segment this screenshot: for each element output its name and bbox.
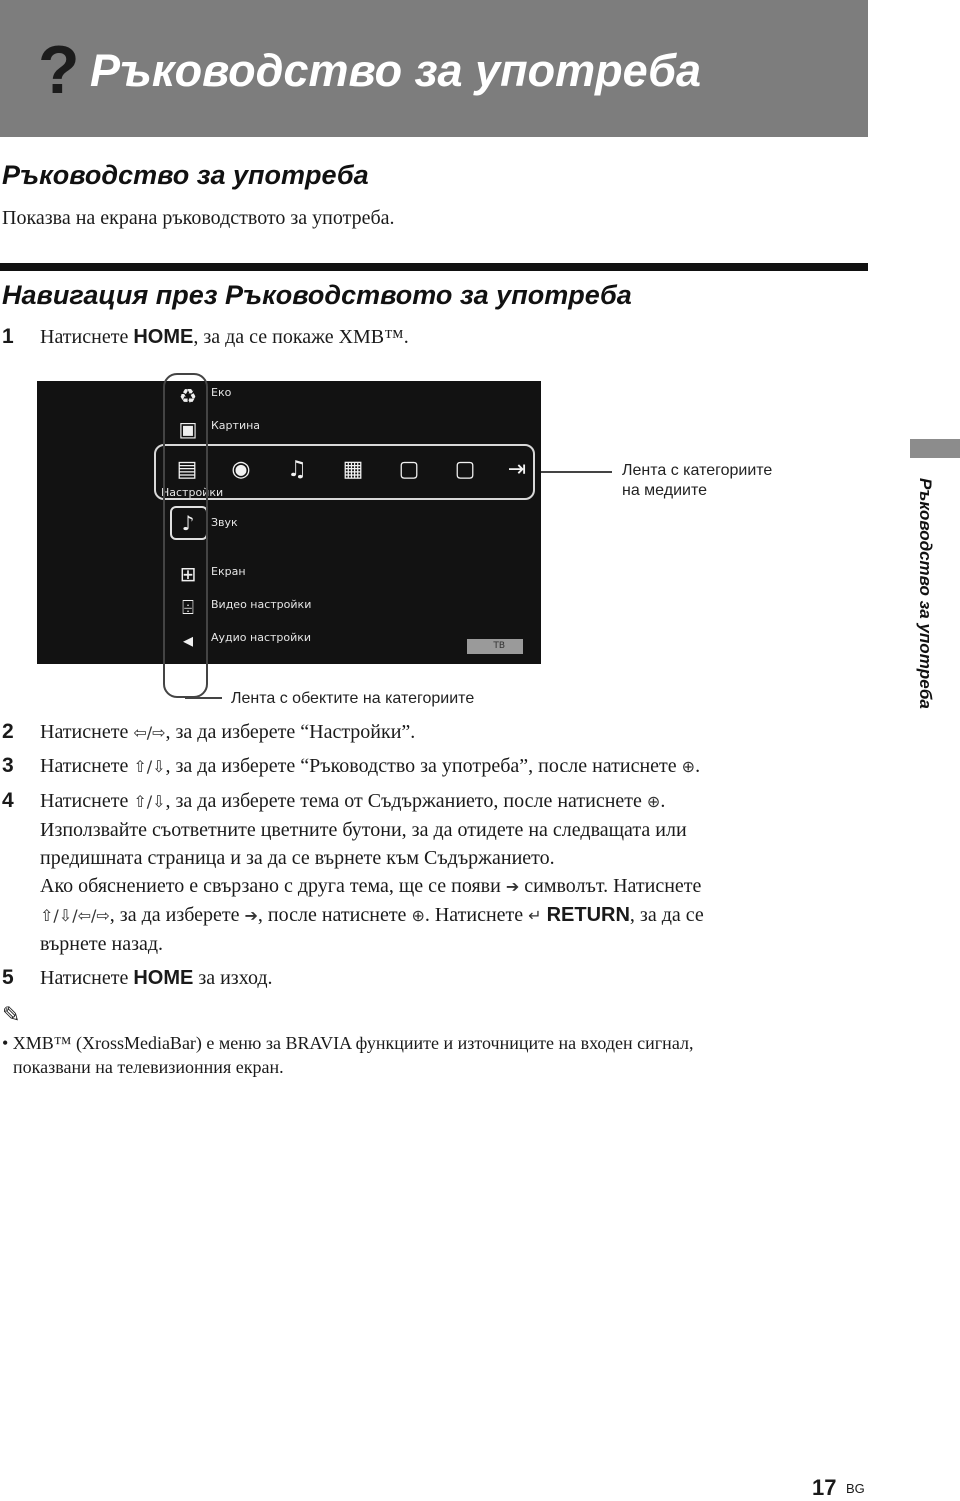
left-right-arrows-icon: ⇦/⇨ [133, 723, 166, 742]
side-tab-label: Ръководство за употреба [916, 478, 935, 709]
xmb-item-video-settings: Видео настройки [211, 598, 312, 611]
video-film-icon: ▦ [342, 457, 364, 482]
xmb-selected-category: Настройки [161, 486, 224, 499]
four-way-arrows-icon: ⇧/⇩/⇦/⇨ [40, 906, 110, 925]
up-down-arrows-icon: ⇧/⇩ [133, 757, 166, 776]
sound-icon: ♪ [181, 511, 195, 535]
xmb-item-sound: Звук [211, 516, 238, 529]
xmb-item-audio-settings: Аудио настройки [211, 631, 312, 644]
page-language-suffix: BG [846, 1481, 865, 1496]
step-text: Натиснете ⇧/⇩, за да изберете тема от Съдържанието, после натиснете ⊕. Използвайте съответните цветните бутони, за да отидете на следващата или предишната страница и за да се върнете към Съдържанието. Ако обяснението е свързано с друга тема, ще се появи ➔ символът. Натиснете ⇧/⇩/⇦/⇨, за да изберете ➔, после натиснете ⊕. Натиснете ↵ RETURN, за да се върнете назад. [40, 790, 704, 955]
speaker-icon: ◂ [182, 628, 194, 652]
eco-icon: ♻ [179, 384, 197, 408]
digital-tv-icon: ▢ [398, 457, 420, 482]
step-number: 5 [2, 966, 14, 989]
enter-button-icon: ⊕ [646, 792, 661, 811]
pencil-icon: ✎ [2, 1003, 21, 1028]
settings-toolbox-icon: ▤ [176, 457, 198, 482]
step-text: Натиснете ⇧/⇩, за да изберете “Ръководство за употреба”, после натиснете ⊕. [40, 755, 701, 777]
callout-media-bar: Лента с категориите на медиите [622, 462, 773, 499]
return-icon: ↵ [528, 906, 542, 925]
section-heading-guide: Ръководство за употреба [2, 160, 369, 190]
input-icon: ⇥ [507, 457, 527, 482]
picture-icon: ▣ [178, 417, 198, 441]
music-icon: ♫ [287, 457, 307, 482]
home-key-label: HOME [133, 326, 194, 348]
analog-tv-icon: ▢ [454, 457, 476, 482]
section-heading-navigation: Навигация през Ръководството за употреба [2, 280, 632, 310]
step-text: Натиснете ⇦/⇨, за да изберете “Настройки”. [40, 721, 416, 743]
step-number: 1 [2, 325, 14, 348]
step-number: 4 [2, 789, 14, 812]
side-tab-marker [910, 439, 960, 458]
xmb-item-screen: Екран [211, 565, 246, 578]
note-text: • XMB™ (XrossMediaBar) е меню за BRAVIA функциите и източниците на входен сигнал, показвани на телевизионния екран. [2, 1033, 694, 1077]
up-down-arrows-icon: ⇧/⇩ [133, 792, 166, 811]
enter-button-icon: ⊕ [681, 757, 696, 776]
link-arrow-icon: ➔ [244, 906, 258, 925]
callout-object-bar: Лента с обектите на категориите [231, 690, 475, 707]
return-key-label: RETURN [546, 904, 630, 926]
section-description: Показва на екрана ръководството за употреба. [2, 207, 395, 229]
xmb-item-picture: Картина [211, 419, 261, 432]
home-key-label: HOME [133, 967, 194, 989]
question-mark-icon: ? [38, 32, 80, 108]
video-settings-icon: ⌹ [182, 595, 194, 619]
step-text: Натиснете HOME, за да се покаже XMB™. [40, 326, 409, 348]
screen-icon: ⊞ [179, 562, 197, 586]
step-text: Натиснете HOME за изход. [40, 967, 273, 989]
step-number: 2 [2, 720, 14, 743]
step-number: 3 [2, 754, 14, 777]
tv-badge: ТВ [467, 639, 523, 654]
page-title: Ръководство за употреба [90, 45, 702, 96]
enter-button-icon: ⊕ [411, 906, 425, 925]
xmb-item-eco: Еко [211, 386, 232, 399]
link-arrow-icon: ➔ [505, 877, 520, 896]
page-number: 17 [812, 1475, 837, 1500]
camera-icon: ◉ [231, 457, 251, 482]
